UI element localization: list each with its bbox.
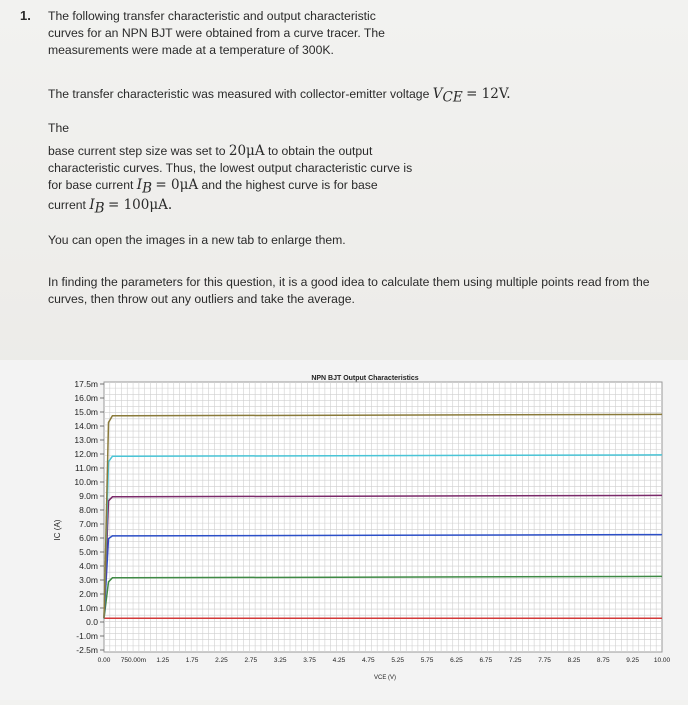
- x-tick-label: 1.25: [156, 657, 170, 664]
- x-tick-label: 2.75: [244, 657, 258, 664]
- y-tick-label: 16.0m: [74, 393, 98, 403]
- ib-subscript: B: [142, 180, 153, 197]
- y-tick-label: 2.0m: [79, 589, 98, 599]
- step-text: current: [48, 198, 86, 213]
- transfer-paragraph: [48, 86, 511, 106]
- x-tick-label: 6.25: [450, 657, 463, 664]
- hint-line: curves, then throw out any outliers and take the average.: [48, 292, 355, 306]
- x-tick-label: 8.25: [567, 657, 581, 664]
- x-tick-label: 3.75: [303, 657, 316, 664]
- x-axis-label: VCE (V): [373, 675, 397, 681]
- y-tick-label: 5.0m: [79, 547, 98, 557]
- hint-line: In finding the parameters for this question, it is a good idea to calculate them using multiple points read from the: [48, 275, 650, 289]
- x-tick-label: 7.75: [538, 657, 551, 664]
- hint-paragraph: [48, 274, 678, 308]
- y-tick-label: 0.0: [86, 617, 98, 627]
- vce-value: = 12V.: [466, 86, 511, 102]
- y-tick-label: 6.0m: [79, 533, 98, 543]
- ib-symbol: I: [136, 177, 143, 193]
- open-images-text: You can open the images in a new tab to enlarge them.: [48, 233, 346, 247]
- x-tick-label: 4.25: [332, 657, 346, 664]
- intro-line: measurements were made at a temperature of 300K.: [48, 43, 334, 57]
- step-text: and the highest curve is for base: [201, 178, 378, 192]
- ib-low: = 0μA: [155, 177, 199, 193]
- intro-line: curves for an NPN BJT were obtained from a curve tracer. The: [48, 26, 385, 40]
- x-tick-label: 2.25: [215, 657, 228, 664]
- y-axis-label: IC (A): [53, 519, 62, 541]
- the-word: The: [48, 121, 70, 135]
- x-tick-label: 0.00: [97, 657, 111, 664]
- y-tick-label: 8.0m: [79, 505, 98, 515]
- y-tick-label: -1.0m: [76, 631, 98, 641]
- step-value: 20μA: [228, 143, 265, 159]
- y-tick-label: 15.0m: [74, 407, 98, 417]
- x-tick-label: 5.25: [391, 657, 405, 664]
- step-text: for base current: [48, 178, 134, 192]
- x-tick-label: 1.75: [185, 657, 199, 664]
- y-tick-label: 7.0m: [79, 519, 98, 529]
- intro-line: The following transfer characteristic and output characteristic: [48, 9, 376, 23]
- x-tick-label: 4.75: [361, 657, 375, 664]
- y-tick-label: 10.0m: [74, 477, 98, 487]
- x-tick-label: 9.25: [626, 657, 639, 664]
- x-tick-label: 3.25: [273, 657, 287, 664]
- vce-symbol: V: [432, 86, 443, 102]
- y-tick-label: 11.0m: [75, 463, 98, 473]
- transfer-text: The transfer characteristic was measured with collector-emitter voltage: [48, 87, 430, 101]
- chart-svg: [0, 360, 688, 700]
- y-tick-label: 4.0m: [79, 561, 98, 571]
- vce-subscript: CE: [442, 89, 463, 106]
- question-number: 1.: [20, 8, 31, 23]
- x-tick-label: 10.00: [653, 657, 671, 664]
- x-tick-label: 750.00m: [120, 657, 147, 664]
- x-tick-label: 5.75: [420, 657, 434, 664]
- y-tick-label: 3.0m: [79, 575, 98, 585]
- x-tick-label: 8.75: [596, 657, 610, 664]
- step-text: characteristic curves. Thus, the lowest output characteristic curve is: [48, 161, 413, 175]
- y-tick-label: 9.0m: [79, 491, 98, 501]
- y-tick-label: 13.0m: [74, 435, 98, 445]
- chart-title: NPN BJT Output Characteristics: [311, 375, 419, 382]
- x-tick-label: 6.75: [479, 657, 493, 664]
- step-text: base current step size was set to: [48, 144, 226, 158]
- y-tick-label: 14.0m: [74, 421, 98, 431]
- output-characteristics-chart: [0, 360, 688, 700]
- x-tick-label: 7.25: [508, 657, 522, 664]
- intro-paragraph: [48, 8, 385, 59]
- step-text: to obtain the output: [267, 144, 373, 158]
- y-tick-label: 17.5m: [74, 379, 98, 389]
- step-paragraph: [48, 120, 412, 218]
- ib-subscript: B: [94, 200, 105, 217]
- ib-symbol: I: [89, 197, 95, 214]
- ib-high: = 100μA.: [107, 197, 173, 214]
- y-tick-label: 1.0m: [79, 603, 98, 613]
- y-tick-label: 12.0m: [74, 449, 98, 459]
- y-tick-label: -2.5m: [76, 645, 98, 655]
